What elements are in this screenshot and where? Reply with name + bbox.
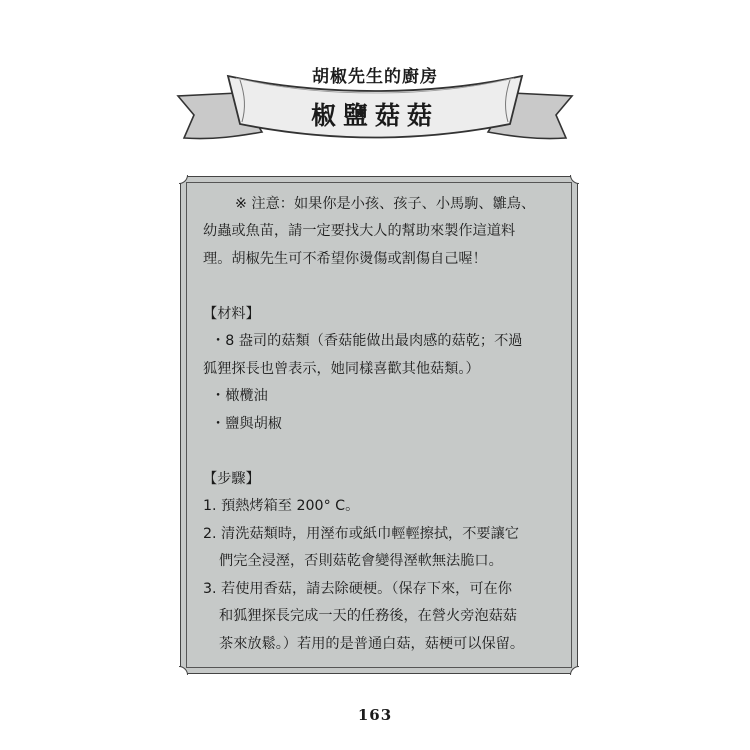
ingredients-heading: 【材料】	[203, 306, 260, 322]
step-line: 1. 預熱烤箱至 200° C。	[203, 498, 360, 514]
recipe-title: 椒鹽菇菇	[310, 101, 439, 130]
ingredient-line: ・橄欖油	[211, 388, 268, 404]
recipe-panel	[180, 176, 578, 674]
ingredient-line: ・8 盎司的菇類（香菇能做出最肉感的菇乾；不過	[211, 333, 523, 349]
note-line: 幼蟲或魚苗，請一定要找大人的幫助來製作這道料	[203, 223, 516, 239]
ribbon-banner	[0, 0, 750, 170]
ingredient-line: 狐狸探長也曾表示，她同樣喜歡其他菇類。）	[203, 361, 480, 377]
step-line: 2. 清洗菇類時，用溼布或紙巾輕輕擦拭，不要讓它	[203, 526, 519, 542]
steps-heading: 【步驟】	[203, 471, 260, 487]
step-line: 們完全浸溼，否則菇乾會變得溼軟無法脆口。	[219, 553, 503, 569]
series-title: 胡椒先生的廚房	[312, 67, 438, 87]
note-line: ※ 注意：如果你是小孩、孩子、小馬駒、雛鳥、	[235, 196, 536, 212]
page-number: 163	[357, 706, 393, 724]
step-line: 和狐狸探長完成一天的任務後，在營火旁泡菇菇	[219, 608, 517, 624]
note-line: 理。胡椒先生可不希望你燙傷或割傷自己喔！	[203, 251, 487, 267]
step-line: 茶來放鬆。）若用的是普通白菇，菇梗可以保留。	[219, 636, 525, 652]
step-line: 3. 若使用香菇，請去除硬梗。（保存下來，可在你	[203, 581, 512, 597]
ingredient-line: ・鹽與胡椒	[211, 416, 282, 432]
